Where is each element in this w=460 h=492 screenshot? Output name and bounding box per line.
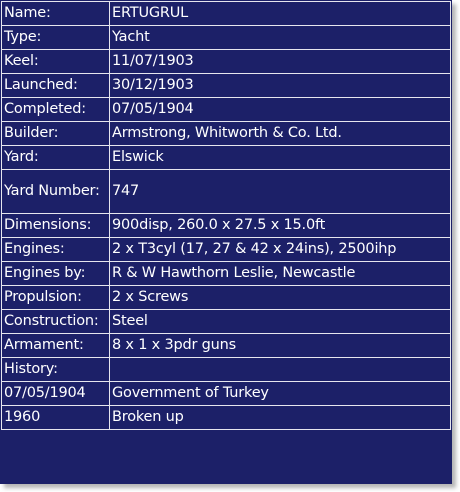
row-label-yard: Yard:: [2, 146, 110, 170]
row-label-history: History:: [2, 358, 110, 382]
row-label-type: Type:: [2, 26, 110, 50]
table-row-keel: [2, 50, 451, 74]
table-row-engines: [2, 238, 451, 262]
row-value-launched: 30/12/1903: [110, 74, 451, 98]
row-value-construction: Steel: [110, 310, 451, 334]
table-row-name: [2, 2, 451, 26]
row-value-history: [110, 358, 451, 382]
row-value-engines: 2 x T3cyl (17, 27 & 42 x 24ins), 2500ihp: [110, 238, 451, 262]
row-label-engines-by: Engines by:: [2, 262, 110, 286]
row-value-yard-number: 747: [110, 170, 451, 214]
table-row-dimensions: [2, 214, 451, 238]
table-row-history-1960: [2, 406, 451, 430]
table-row-history-1904: [2, 382, 451, 406]
row-value-completed: 07/05/1904: [110, 98, 451, 122]
ship-details-table: [1, 1, 451, 430]
row-value-armament: 8 x 1 x 3pdr guns: [110, 334, 451, 358]
row-value-dimensions: 900disp, 260.0 x 27.5 x 15.0ft: [110, 214, 451, 238]
table-row-builder: [2, 122, 451, 146]
row-label-armament: Armament:: [2, 334, 110, 358]
row-label-launched: Launched:: [2, 74, 110, 98]
row-label-keel: Keel:: [2, 50, 110, 74]
row-value-yard: Elswick: [110, 146, 451, 170]
table-row-history: [2, 358, 451, 382]
table-row-launched: [2, 74, 451, 98]
row-label-engines: Engines:: [2, 238, 110, 262]
row-value-history-event-1: Government of Turkey: [110, 382, 451, 406]
row-value-type: Yacht: [110, 26, 451, 50]
row-value-engines-by: R & W Hawthorn Leslie, Newcastle: [110, 262, 451, 286]
table-row-completed: [2, 98, 451, 122]
row-value-keel: 11/07/1903: [110, 50, 451, 74]
table-row-yard-number: [2, 170, 451, 214]
row-label-construction: Construction:: [2, 310, 110, 334]
row-value-name: ERTUGRUL: [110, 2, 451, 26]
table-row-propulsion: [2, 286, 451, 310]
row-label-name: Name:: [2, 2, 110, 26]
table-row-armament: [2, 334, 451, 358]
row-label-history-date-1: 07/05/1904: [2, 382, 110, 406]
row-value-propulsion: 2 x Screws: [110, 286, 451, 310]
table-row-construction: [2, 310, 451, 334]
row-label-dimensions: Dimensions:: [2, 214, 110, 238]
row-label-yard-number: Yard Number:: [2, 170, 110, 214]
table-row-yard: [2, 146, 451, 170]
row-value-history-event-2: Broken up: [110, 406, 451, 430]
row-label-completed: Completed:: [2, 98, 110, 122]
table-row-type: [2, 26, 451, 50]
table-row-engines-by: [2, 262, 451, 286]
row-label-history-date-2: 1960: [2, 406, 110, 430]
row-label-propulsion: Propulsion:: [2, 286, 110, 310]
row-value-builder: Armstrong, Whitworth & Co. Ltd.: [110, 122, 451, 146]
row-label-builder: Builder:: [2, 122, 110, 146]
